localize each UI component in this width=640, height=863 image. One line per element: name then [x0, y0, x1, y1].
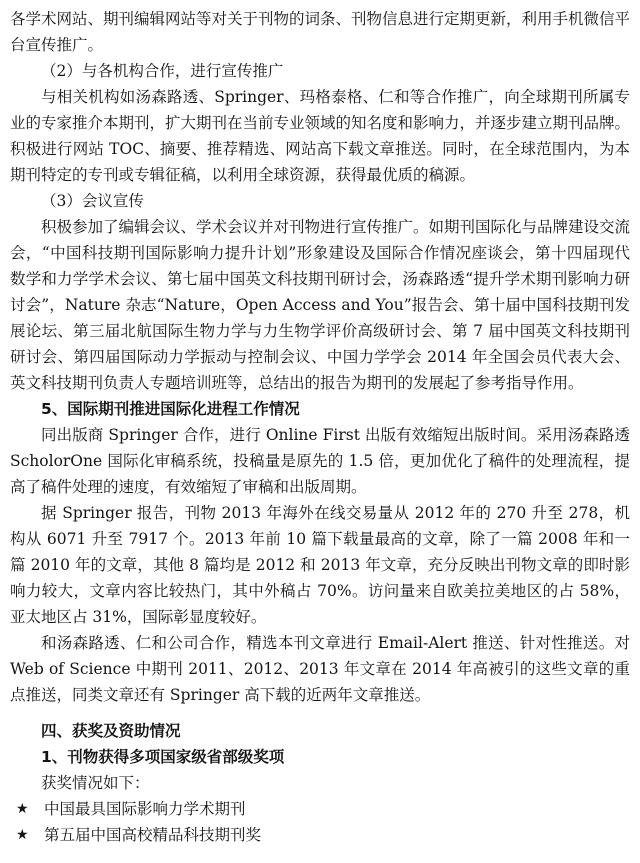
award-text: 中国最具国际影响力学术期刊 — [44, 800, 246, 818]
paragraph-springer-cooperation: 同出版商 Springer 合作，进行 Online First 出版有效缩短出版时间。采用汤森路透 ScholorOne 国际化审稿系统，投稿量是原先的 1.5 倍，更加优化了稿件的处理流程，提高了稿件处理的速度，有效缩短了审稿和出版周期。 — [10, 426, 630, 496]
section-heading-awards: 四、获奖及资助情况 — [41, 722, 181, 740]
paragraph-wechat-promotion: 各学术网站、期刊编辑网站等对关于刊物的词条、刊物信息进行定期更新，利用手机微信平台宣传推广。 — [10, 10, 631, 54]
paragraph-conference: 积极参加了编辑会议、学术会议并对刊物进行宣传推广。如期刊国际化与品牌建设交流会，“中国科技期刊国际影响力提升计划”形象建设及国际合作情况座谈会，第十四届现代数学和力学学术会议、第七届中国英文科技期刊研讨会，汤森路透“提升学术期刊影响力研讨会”，Nature 杂志“Nature，Open Access and You”报告会、第十届中国科技期刊发展论坛、第三届北航国际生物力学与力生物学评价高级研讨会、第 7 届中国英文科技期刊研讨会、第四届国际动力学振动与控制会议、中国力学学会 2014 年全国会员代表大会、英文科技期刊负责人专题培训班等，总结出的报告为期刊的发展起了参考指导作用。 — [10, 218, 631, 392]
paragraph-springer-report: 据 Springer 报告，刊物 2013 年海外在线交易量从 2012 年的 270 升至 278，机构从 6071 升至 7917 个。2013 年前 10 篇下载量最高的文章，除了一篇 2008 年和一篇 2010 年的文章，其他 8 篇均是 2012 和 2013 年文章，充分反映出刊物文章的即时影响力较大，文章内容比较热门，其中外稿占 70%。访问量来自欧美拉美地区的占 58%，亚太地区占 31%，国际彰显度较好。 — [10, 504, 630, 626]
award-item — [10, 796, 630, 822]
award-item — [10, 822, 630, 848]
star-icon: ★ — [16, 801, 29, 817]
section-heading-internationalization: 5、国际期刊推进国际化进程工作情况 — [41, 400, 300, 418]
award-text: 第五届中国高校精品科技期刊奖 — [44, 826, 262, 844]
awards-intro: 获奖情况如下： — [41, 774, 150, 792]
star-icon: ★ — [16, 827, 29, 843]
paragraph-cooperation: 与相关机构如汤森路透、Springer、玛格泰格、仁和等合作推广，向全球期刊所属专业的专家推介本期刊，扩大期刊在当前专业领域的知名度和影响力，并逐步建立期刊品牌。积极进行网站 TOC、摘要、推荐精选、网站高下载文章推送。同时，在全球范围内，为本期刊特定的专刊或专辑征稿，以利用全球资源，获得最优质的稿源。 — [10, 88, 631, 184]
subsection-title-conference: （3）会议宣传 — [41, 192, 144, 210]
subheading-national-awards: 1、刊物获得多项国家级省部级奖项 — [41, 748, 285, 766]
paragraph-email-alert: 和汤森路透、仁和公司合作，精选本刊文章进行 Email-Alert 推送、针对性推送。对 Web of Science 中期刊 2011、2012、2013 年文章在 2014 年高被引的这些文章的重点推送，同类文章还有 Springer 高下载的近两年文章推送。 — [10, 634, 630, 704]
subsection-title-cooperation: （2）与各机构合作，进行宣传推广 — [41, 62, 284, 80]
